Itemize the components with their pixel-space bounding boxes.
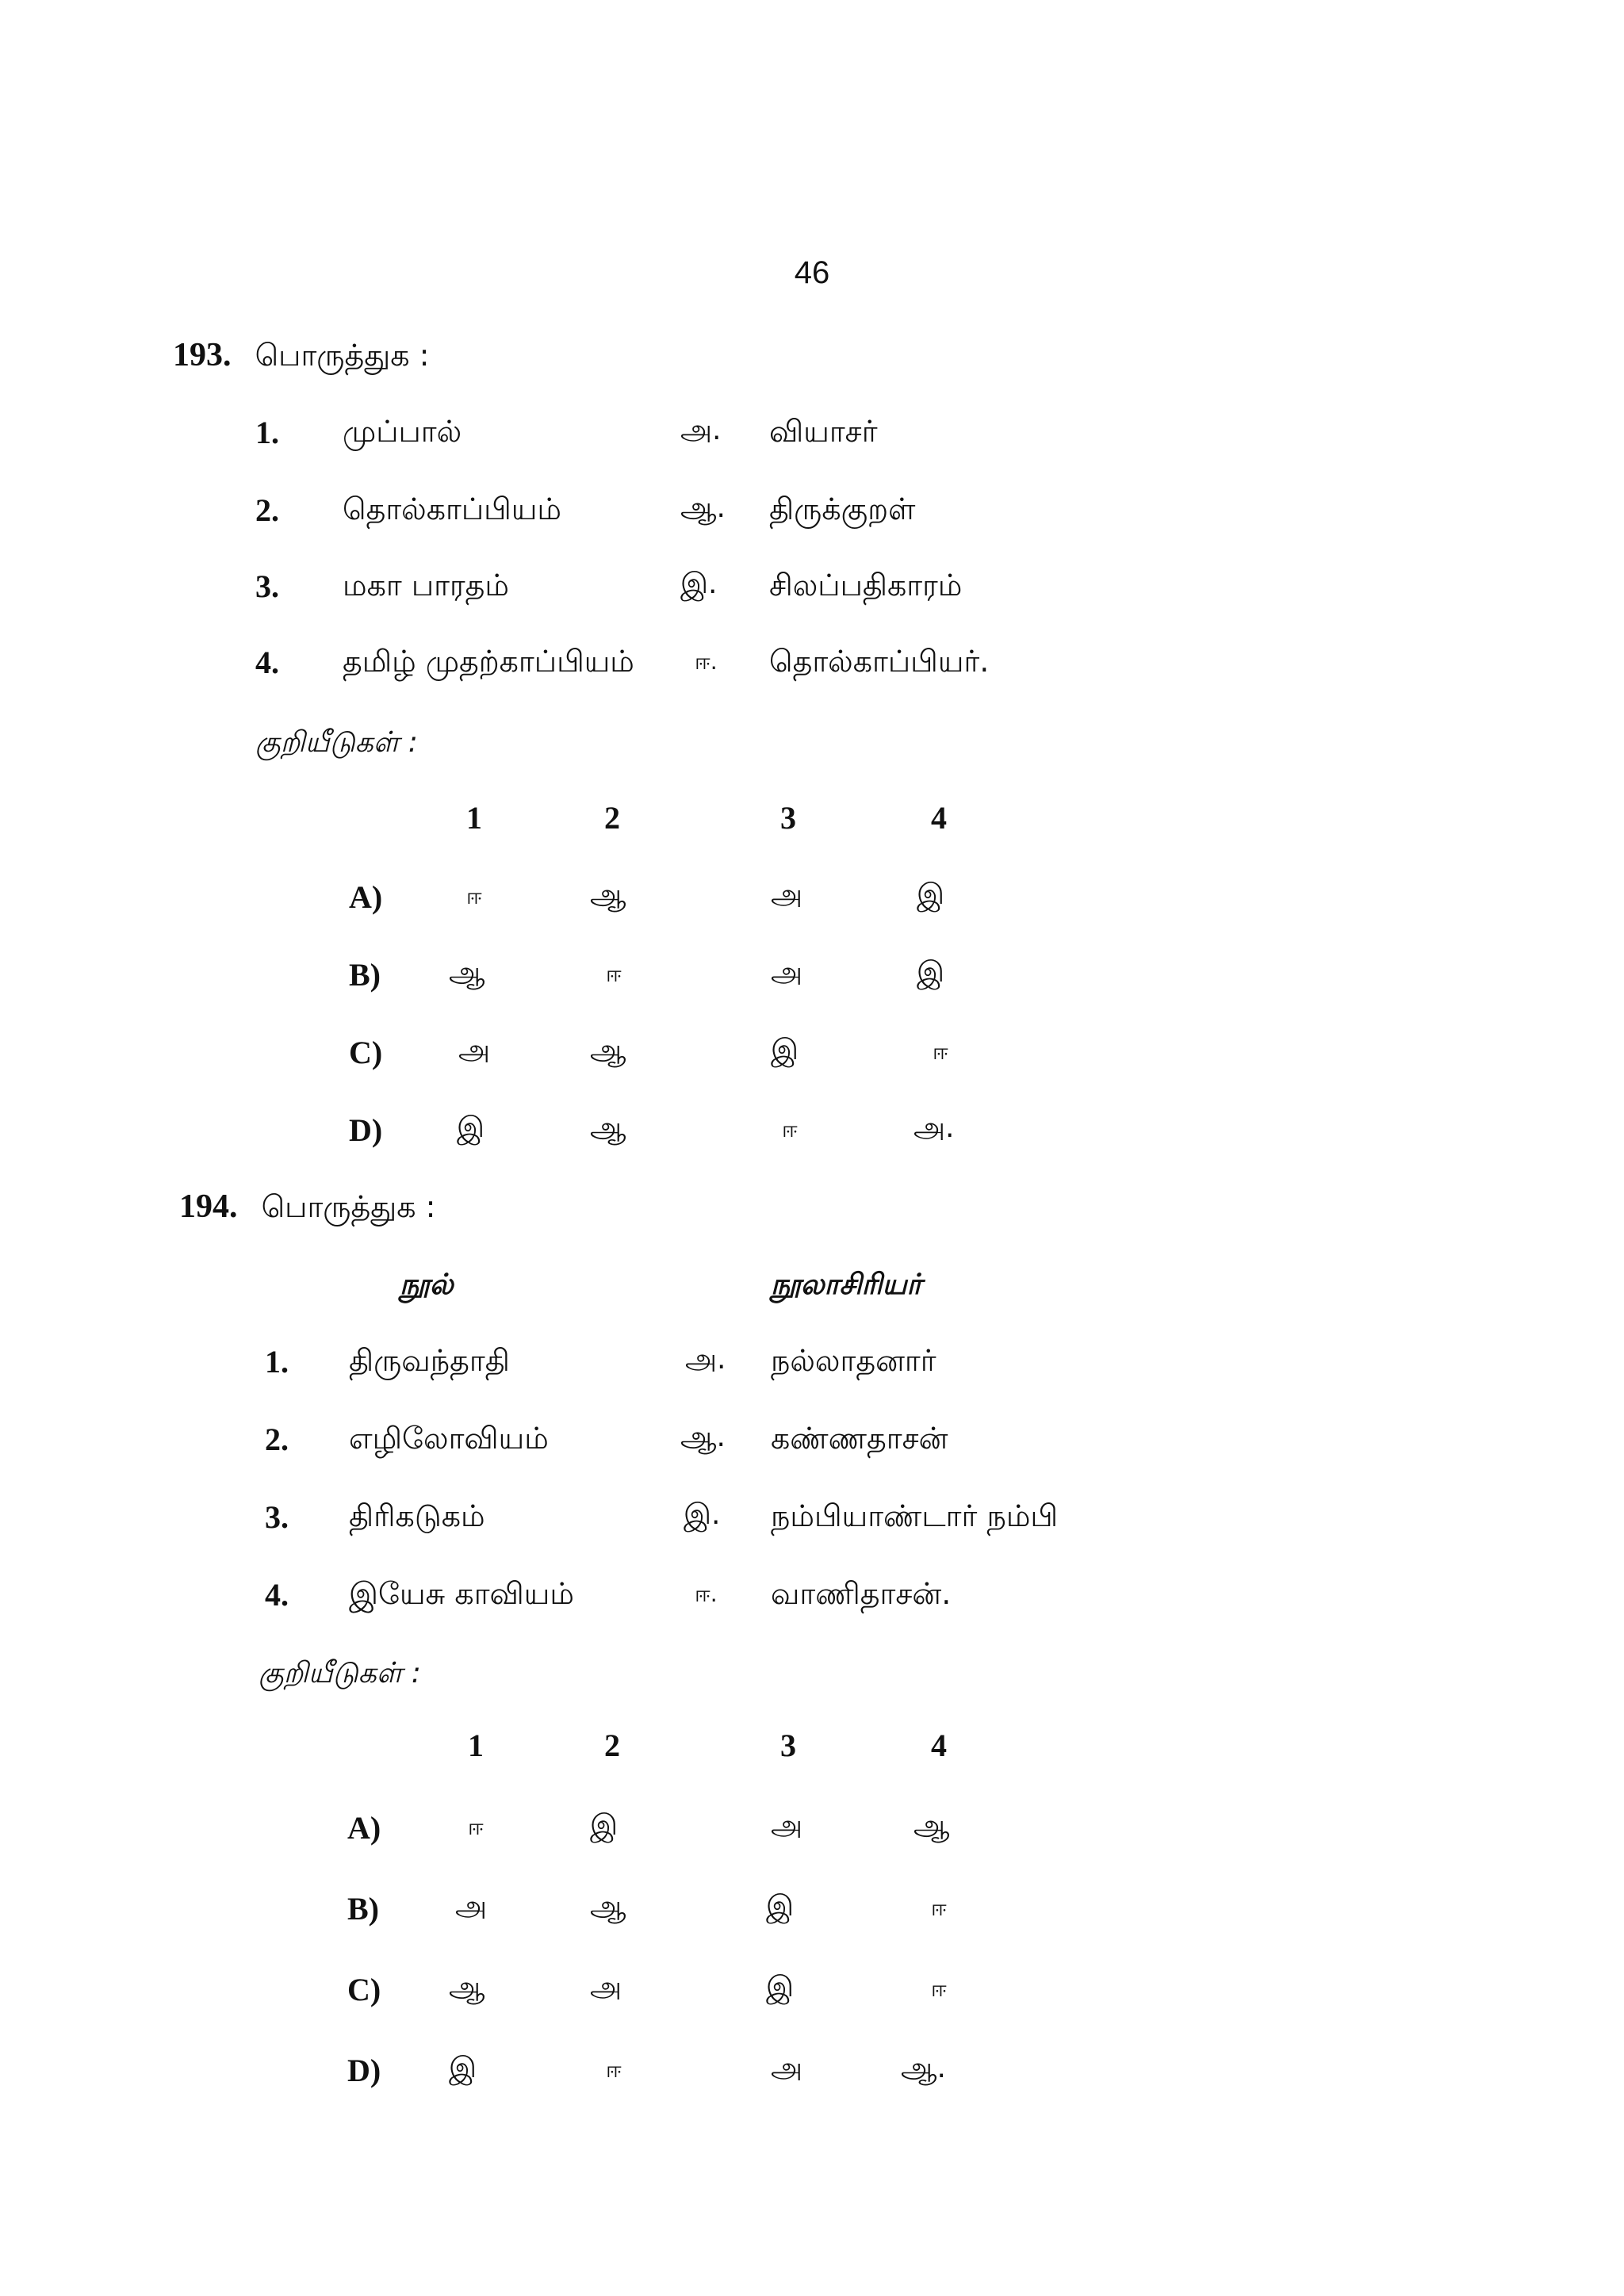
option-value: இ — [449, 2052, 477, 2084]
item-number: 3. — [255, 568, 279, 604]
match-row — [0, 492, 1624, 539]
match-row — [0, 1498, 1624, 1546]
match-row — [0, 1576, 1624, 1624]
option-value: ஆ. — [901, 2052, 946, 2084]
option-value: ஆ — [449, 1971, 485, 2003]
left-item: திருவந்தாதி — [349, 1343, 510, 1378]
left-item: எழிலோவியம் — [349, 1421, 549, 1456]
option-label: இ. — [680, 568, 718, 600]
option-value: ஆ — [590, 878, 626, 911]
match-row — [0, 568, 1624, 615]
item-number: 2. — [255, 492, 279, 528]
option-value: ஆ — [590, 1034, 626, 1066]
answer-option-row — [0, 2052, 1624, 2099]
match-row — [0, 414, 1624, 461]
option-value: ஈ — [782, 1116, 798, 1142]
item-number: 4. — [265, 1577, 289, 1613]
item-number: 2. — [265, 1422, 289, 1457]
option-label: அ. — [685, 1343, 726, 1376]
option-letter: B) — [349, 957, 381, 993]
option-value: இ — [457, 1112, 485, 1144]
option-label: அ. — [680, 414, 722, 446]
option-value: அ — [458, 1034, 491, 1066]
right-item: கண்ணதாசன் — [771, 1421, 948, 1456]
column-headers — [0, 1269, 1624, 1316]
left-item: தொல்காப்பியம் — [343, 492, 561, 526]
option-label: ஈ. — [695, 1581, 718, 1607]
key-header: 4 — [931, 1728, 947, 1763]
match-row — [0, 1343, 1624, 1391]
key-header: 1 — [466, 800, 482, 836]
option-letter: D) — [347, 2053, 381, 2088]
option-value: அ — [771, 878, 803, 911]
answer-option-row — [0, 1890, 1624, 1938]
answer-option-row — [0, 878, 1624, 926]
question-193-header — [173, 336, 429, 377]
option-value: அ. — [914, 1112, 955, 1144]
key-header: 3 — [780, 1728, 796, 1763]
left-item: திரிகடுகம் — [349, 1498, 485, 1533]
option-value: ஈ — [933, 1039, 948, 1065]
key-label: குறியீடுகள் : — [259, 1657, 421, 1689]
left-item: இயேசு காவியம் — [349, 1576, 574, 1611]
key-header-row — [0, 1727, 1624, 1774]
option-letter: D) — [349, 1112, 383, 1148]
right-item: வியாசர் — [769, 414, 878, 449]
answer-option-row — [0, 1034, 1624, 1081]
left-item: முப்பால் — [343, 414, 462, 449]
answer-option-row — [0, 956, 1624, 1004]
right-item: நல்லாதனார் — [771, 1343, 936, 1378]
option-letter: A) — [349, 879, 383, 915]
option-value: இ — [917, 878, 945, 911]
left-item: தமிழ் முதற்காப்பியம் — [343, 644, 634, 679]
option-value: அ — [771, 2052, 803, 2084]
question-194-header — [179, 1188, 435, 1229]
option-label: ஆ. — [680, 492, 726, 524]
option-value: இ — [590, 1809, 619, 1842]
key-header: 1 — [468, 1728, 484, 1763]
item-number: 4. — [255, 645, 279, 680]
option-value: ஆ — [590, 1112, 626, 1144]
right-item: சிலப்பதிகாரம் — [769, 568, 963, 603]
question-number: 193. — [173, 337, 232, 373]
question-title: பொருத்துக : — [261, 1189, 436, 1224]
option-letter: B) — [347, 1891, 379, 1927]
option-value: ஈ — [931, 1895, 947, 1921]
option-label: ஈ. — [695, 649, 718, 675]
right-item: வாணிதாசன். — [771, 1576, 952, 1611]
answer-option-row — [0, 1971, 1624, 2019]
question-title: பொருத்துக : — [255, 338, 430, 373]
left-item: மகா பாரதம் — [343, 568, 509, 603]
option-value: ஈ — [931, 1976, 947, 2002]
option-value: ஈ — [606, 961, 622, 987]
option-value: இ — [917, 956, 945, 989]
option-value: ஆ — [914, 1809, 950, 1842]
key-header: 4 — [931, 800, 947, 836]
option-value: அ — [455, 1890, 488, 1923]
option-letter: C) — [349, 1035, 383, 1070]
option-letter: C) — [347, 1972, 381, 2007]
option-label: ஆ. — [680, 1421, 726, 1453]
right-item: நம்பியாண்டார் நம்பி — [771, 1498, 1059, 1533]
right-item: தொல்காப்பியர். — [769, 644, 990, 679]
right-item: திருக்குறள் — [769, 492, 916, 526]
option-value: ஆ — [590, 1890, 626, 1923]
match-row — [0, 644, 1624, 691]
item-number: 1. — [265, 1344, 289, 1380]
option-value: ஈ — [606, 2057, 622, 2083]
column-header-book: நூல் — [400, 1269, 454, 1301]
option-value: இ — [766, 1890, 795, 1923]
option-value: அ — [590, 1971, 622, 2003]
option-value: ஆ — [449, 956, 485, 989]
option-letter: A) — [347, 1810, 381, 1846]
item-number: 3. — [265, 1499, 289, 1535]
question-number: 194. — [179, 1188, 238, 1225]
option-value: ஈ — [466, 883, 482, 909]
option-value: அ — [771, 1809, 803, 1842]
key-label: குறியீடுகள் : — [255, 726, 418, 759]
item-number: 1. — [255, 415, 279, 450]
key-header: 2 — [604, 1728, 620, 1763]
key-header-row — [0, 799, 1624, 847]
option-value: அ — [771, 956, 803, 989]
answer-option-row — [0, 1112, 1624, 1159]
key-header: 2 — [604, 800, 620, 836]
option-value: இ — [771, 1034, 799, 1066]
page-number: 46 — [794, 255, 830, 290]
answer-option-row — [0, 1809, 1624, 1857]
column-header-author: நூலாசிரியர் — [771, 1269, 922, 1301]
option-value: இ — [766, 1971, 795, 2003]
option-label: இ. — [684, 1498, 721, 1531]
key-header: 3 — [780, 800, 796, 836]
option-value: ஈ — [468, 1814, 484, 1840]
match-row — [0, 1421, 1624, 1468]
